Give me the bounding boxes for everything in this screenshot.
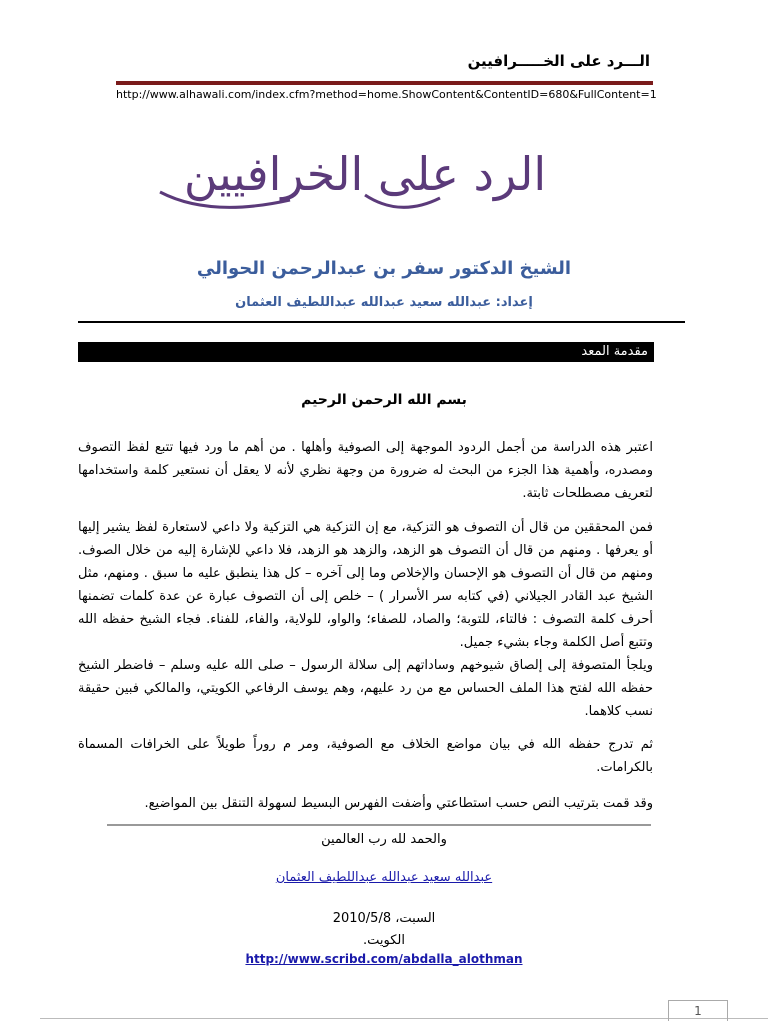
paragraph-4: ثم تدرج حفظه الله في بيان مواضع الخلاف مع الصوفية، ومر م روراً طويلاً على الخرافات المسماة بالكرامات. bbox=[78, 737, 653, 775]
section-heading: مقدمة المعد bbox=[581, 344, 648, 359]
paragraph-1: اعتبر هذه الدراسة من أجمل الردود الموجهة إلى الصوفية وأهلها . من أهم ما ورد فيها تتبع لفظ التصوف ومصدره، وأهمية هذا الجزء من البحث له ضرورة من وجهة نظري لأنه لا يعقل أن نستعير كلمة واستخدامها لتعريف مصطلحات ثابتة. bbox=[78, 440, 653, 501]
signer-link[interactable]: عبدالله سعيد عبدالله عبداللطيف العثمان bbox=[275, 870, 493, 885]
page-number: 1 bbox=[668, 1000, 728, 1021]
header-title: الـــرد على الخـــــرافيين bbox=[467, 52, 650, 70]
paragraph-5: وقد قمت بترتيب النص حسب استطاعتي وأضفت الفهرس البسيط لسهولة التنقل بين المواضيع. bbox=[144, 796, 653, 811]
closing-divider bbox=[107, 824, 651, 826]
author-name: الشيخ الدكتور سفر بن عبدالرحمن الحوالي bbox=[196, 258, 572, 279]
header-divider bbox=[116, 81, 653, 85]
source-url[interactable]: http://www.alhawali.com/index.cfm?method=home.ShowContent&ContentID=680&FullContent=1 bbox=[116, 88, 657, 101]
scribd-link[interactable]: http://www.scribd.com/abdalla_alothman bbox=[245, 952, 523, 966]
basmala: بسم الله الرحمن الرحيم bbox=[301, 392, 467, 408]
footer-rule bbox=[40, 1018, 768, 1019]
date: السبت، 2010/5/8 bbox=[332, 911, 436, 926]
main-title-text: الرد على الخرافيين bbox=[183, 147, 547, 201]
section-heading-bar bbox=[78, 342, 654, 362]
country: الكويت. bbox=[363, 933, 405, 948]
title-divider bbox=[78, 321, 685, 323]
main-title-calligraphy bbox=[150, 140, 580, 220]
closing-praise: والحمد لله رب العالمين bbox=[321, 832, 447, 847]
prepared-by: إعداد: عبدالله سعيد عبدالله عبداللطيف العثمان bbox=[235, 295, 533, 310]
paragraph-3: ويلجأ المتصوفة إلى إلصاق شيوخهم وساداتهم إلى سلالة الرسول – صلى الله عليه وسلم – فاضطر الشيخ حفظه الله لفتح هذا الملف الحساس مع من رد عليهم، وهم يوسف الرفاعي الكويتي، والمالكي فبين حقيقة نسب كلاهما. bbox=[78, 658, 653, 719]
paragraph-2: فمن المحققين من قال أن التصوف هو التزكية، مع إن التزكية هي التزكية ولا داعي لاستعارة لفظ يشير إليها أو يعرفها . ومنهم من قال أن التصوف هو الزهد، والزهد هو الزهد، فلا داعي للإشارة إليه من خلال الصوف. ومنهم من قال أن التصوف هو الإحسان والإخلاص وما إلى آخره – كل هذا ينطبق عليه ما سبق . ومنهم، مثل الشيخ عبد القادر الجيلاني (في كتابه سر الأسرار ) – خلص إلى أن التصوف عبارة عن عدة كلمات تضمنها أحرف كلمة التصوف : فالتاء، للتوبة؛ والصاد، للصفاء؛ والواو، للولاية، والفاء، للفناء. فجاء الشيخ حفظه الله وتتبع أصل الكلمة وجاء بشيء جميل. bbox=[78, 520, 653, 650]
